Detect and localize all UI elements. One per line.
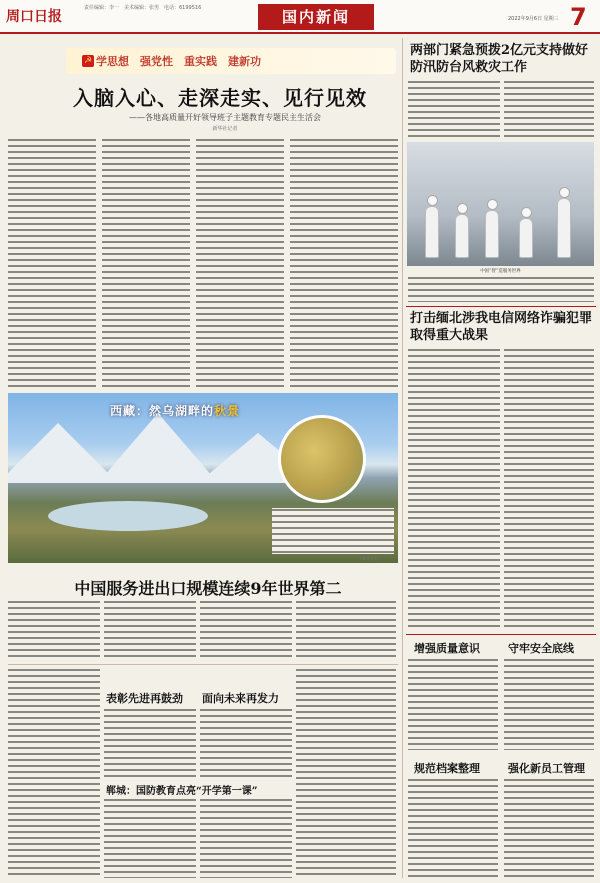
right-top-body1 — [408, 80, 500, 138]
right-mid-body2 — [504, 348, 594, 630]
quality-body — [408, 658, 498, 750]
feature-credit: （新华社发） — [358, 556, 382, 561]
robot-figure — [455, 214, 469, 258]
right-top-body2 — [504, 80, 594, 138]
lead-body-col2 — [102, 138, 190, 388]
trade-headline: 中国服务进出口规模连续9年世界第二 — [74, 579, 342, 598]
robot-figure — [557, 198, 571, 258]
staff-box-title: 强化新员工管理 — [508, 762, 585, 775]
defense-body2 — [200, 798, 292, 878]
party-flag-icon: ☭ — [83, 56, 93, 66]
lead-body-col1 — [8, 138, 96, 388]
feature-title-part: 西藏：然乌湖畔的 — [110, 404, 215, 418]
feature-caption — [272, 508, 394, 554]
trade-body1 — [8, 600, 100, 660]
feature-title-highlight: 秋景 — [214, 404, 241, 418]
editor-line: 责任编辑：李一 美术编辑：张男 电话：6199516 — [84, 5, 202, 11]
robot-figure — [425, 206, 439, 258]
staff-body — [504, 778, 594, 878]
right-lower-body — [296, 668, 396, 878]
honor-headline: 表彰先进再鼓劲 — [106, 692, 183, 705]
section-rule — [406, 306, 596, 307]
lake-shape — [48, 501, 208, 531]
issue-date: 2022年9月6日 星期三 — [508, 16, 559, 22]
defense-class-headline: 郸城：国防教育点亮“开学第一课” — [106, 786, 258, 797]
page-number: 7 — [570, 3, 587, 31]
honor-body — [104, 708, 196, 778]
section-title: 国内新闻 — [258, 4, 374, 30]
future-headline: 面向未来再发力 — [202, 692, 279, 705]
feature-title — [110, 402, 240, 419]
right-mid-body1 — [408, 348, 500, 630]
safety-box-title: 守牢安全底线 — [508, 642, 574, 655]
photo-description — [408, 276, 594, 302]
quality-box-title: 增强质量意识 — [414, 642, 480, 655]
future-body — [200, 708, 292, 778]
editor-info — [84, 5, 201, 12]
lead-byline: 新华社记者 — [212, 126, 238, 132]
archive-body — [408, 778, 498, 878]
right-mid-headline: 打击缅北涉我电信网络诈骗犯罪取得重大战果 — [410, 311, 593, 343]
masthead — [0, 0, 600, 34]
lead-subhead: ——各地高质量开好领导班子主题教育专题民主生活会 — [129, 113, 321, 122]
trade-body3 — [200, 600, 292, 660]
lead-body-col3 — [196, 138, 284, 388]
trade-body4 — [296, 600, 396, 660]
right-top-headline: 两部门紧急预拨2亿元支持做好防汛防台风救灾工作 — [410, 43, 589, 75]
robots-photo — [407, 142, 594, 266]
trade-body2 — [104, 600, 196, 660]
defense-body1 — [104, 798, 196, 878]
theme-banner-text: 学思想 强党性 重实践 建新功 — [96, 55, 261, 68]
harvest-inset-photo — [278, 415, 366, 503]
column-divider — [402, 38, 403, 878]
section-rule — [8, 664, 398, 665]
left-body-lower — [8, 668, 100, 878]
section-rule — [406, 634, 596, 635]
lead-body-col4 — [290, 138, 398, 388]
robot-figure — [519, 218, 533, 258]
archive-box-title: 规范档案整理 — [414, 762, 480, 775]
newspaper-logo: 周口日报 — [6, 9, 62, 25]
lead-headline: 入脑入心、走深走实、见行见效 — [73, 86, 367, 110]
robots-photo-caption: 中国“智”造服务世界 — [480, 269, 521, 274]
safety-body — [504, 658, 594, 750]
robot-figure — [485, 210, 499, 258]
